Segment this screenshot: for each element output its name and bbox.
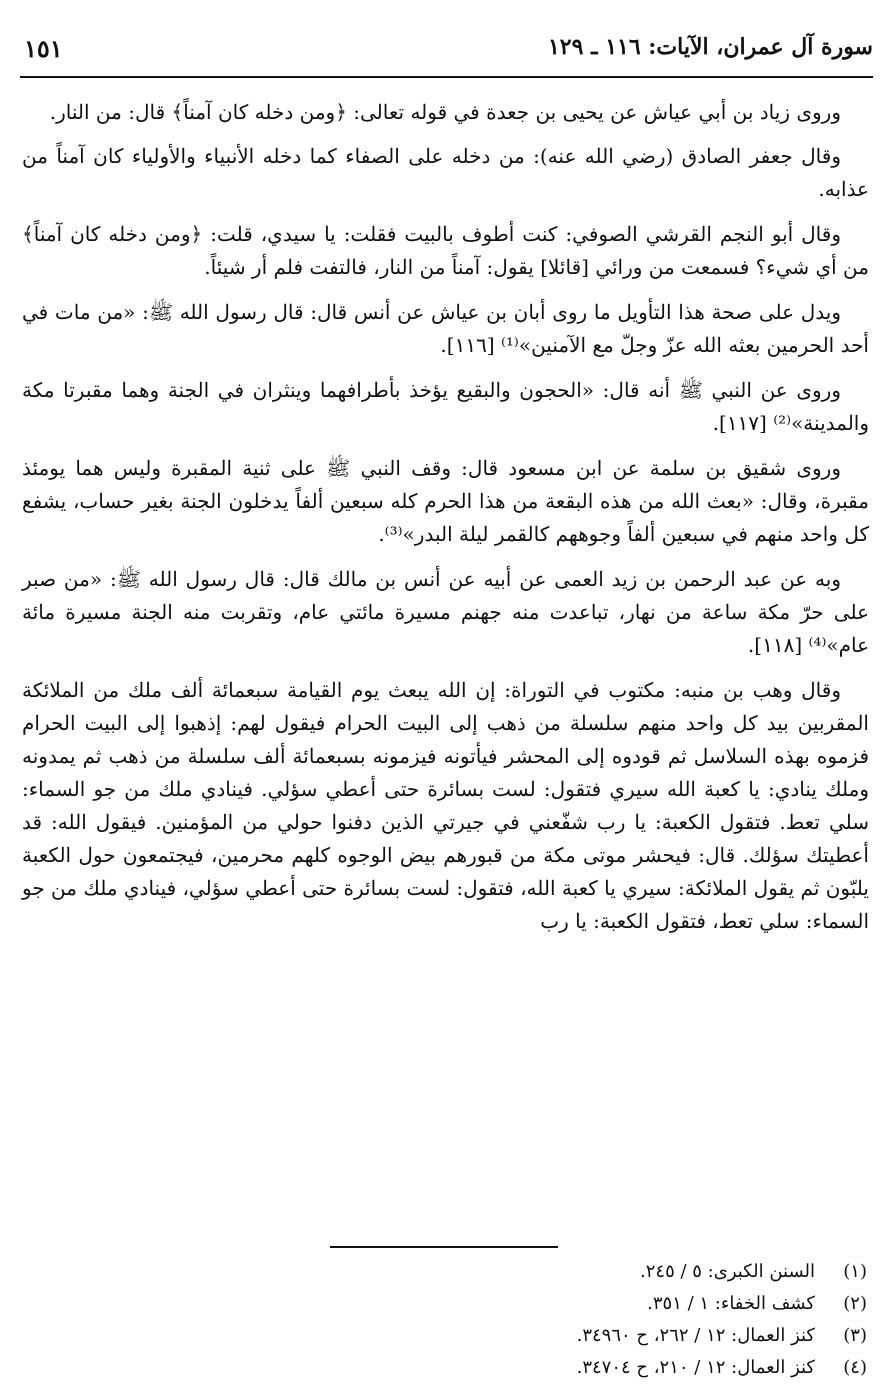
header-rule: [20, 76, 873, 78]
paragraph: وروى زياد بن أبي عياش عن يحيى بن جعدة في قوله تعالى: ﴿ومن دخله كان آمناً﴾ قال: من النار.: [49, 100, 841, 124]
footnote-number: (٤): [843, 1357, 867, 1378]
paragraph: وبه عن عبد الرحمن بن زيد العمى عن أبيه عن أنس بن مالك قال: قال رسول الله ﷺ: «من صبر على حرّ مكة ساعة من نهار، تباعدت منه جهنم مسيرة مائتي عام، وتقربت منه الجنة مسيرة مائة عام»⁽⁴⁾ [١١٨].: [22, 567, 869, 657]
footnote-text: كنز العمال: ١٢ / ٢٦٢، ح ٣٤٩٦٠.: [576, 1325, 815, 1346]
footnote-number: (٣): [843, 1325, 867, 1346]
paragraph: وقال أبو النجم القرشي الصوفي: كنت أطوف بالبيت فقلت: يا سيدي، قلت: ﴿ومن دخله كان آمناً﴾ من أي شيء؟ فسمعت من ورائي [قائلا] يقول: آمناً من النار، فالتفت فلم أر شيئاً.: [22, 222, 869, 279]
footnote-text: كنز العمال: ١٢ / ٢١٠، ح ٣٤٧٠٤.: [576, 1357, 815, 1378]
footnote-text: كشف الخفاء: ١ / ٣٥١.: [647, 1293, 815, 1314]
footnote: [347, 1288, 867, 1320]
header-title: سورة آل عمران، الآيات: ١١٦ ـ ١٢٩: [547, 34, 873, 60]
footnote-rule: [330, 1246, 558, 1248]
footnote: [347, 1352, 867, 1384]
paragraph: ويدل على صحة هذا التأويل ما روى أبان بن عياش عن أنس قال: قال رسول الله ﷺ: «من مات في أحد الحرمين بعثه الله عزّ وجلّ مع الآمنين»⁽¹⁾ [١١٦].: [22, 300, 869, 357]
footnote-text: السنن الكبرى: ٥ / ٢٤٥.: [640, 1261, 815, 1282]
paragraph: وروى شقيق بن سلمة عن ابن مسعود قال: وقف النبي ﷺ على ثنية المقبرة وليس هما يومئذ مقبرة، وقال: «بعث الله من هذه البقعة من هذا الحرم كله سبعين ألفاً يدخلون الجنة بغير حساب، يشفع كل واحد منهم في سبعين ألفاً وجوههم كالقمر ليلة البدر»⁽³⁾.: [22, 456, 869, 546]
running-header: [24, 34, 873, 74]
footnote-number: (٢): [843, 1293, 867, 1314]
paragraph: وقال جعفر الصادق (رضي الله عنه): من دخله على الصفاء كما دخله الأنبياء والأولياء كان آمناً من عذابه.: [22, 144, 869, 201]
footnotes: [347, 1256, 867, 1384]
page-number: ١٥١: [24, 34, 63, 63]
main-text: [22, 96, 869, 938]
paragraph: وروى عن النبي ﷺ أنه قال: «الحجون والبقيع يؤخذ بأطرافهما وينثران في الجنة وهما مقبرتا مكة والمدينة»⁽²⁾ [١١٧].: [22, 378, 869, 435]
footnote-number: (١): [843, 1261, 867, 1282]
paragraph: وقال وهب بن منبه: مكتوب في التوراة: إن الله يبعث يوم القيامة سبعمائة ألف ملك من الملائكة المقربين بيد كل واحد منهم سلسلة من ذهب إلى البيت الحرام فيقول لهم: إذهبوا إلى البيت الحرام فزموه بهذه السلاسل ثم قودوه إلى المحشر فيأتونه فيزمونه بسبعمائة ألف سلسلة من ذهب ثم يمدونه وملك ينادي: يا كعبة الله سيري فتقول: لست بسائرة حتى أعطي سؤلي. فينادي ملك من جو السماء: سلي تعط. فتقول الكعبة: يا رب شفّعني في جيرتي الذين دفنوا حولي من المؤمنين. فيقول الله: قد أعطيتك سؤلك. قال: فيحشر موتى مكة من قبورهم بيض الوجوه كلهم محرمين، فيجتمعون حول الكعبة يلبّون ثم يقول الملائكة: سيري يا كعبة الله، فتقول: لست بسائرة حتى أعطي سؤلي، فينادي ملك من جو السماء: سلي تعط، فتقول الكعبة: يا رب: [21, 678, 869, 933]
footnote: [347, 1256, 867, 1288]
footnote: [347, 1320, 867, 1352]
